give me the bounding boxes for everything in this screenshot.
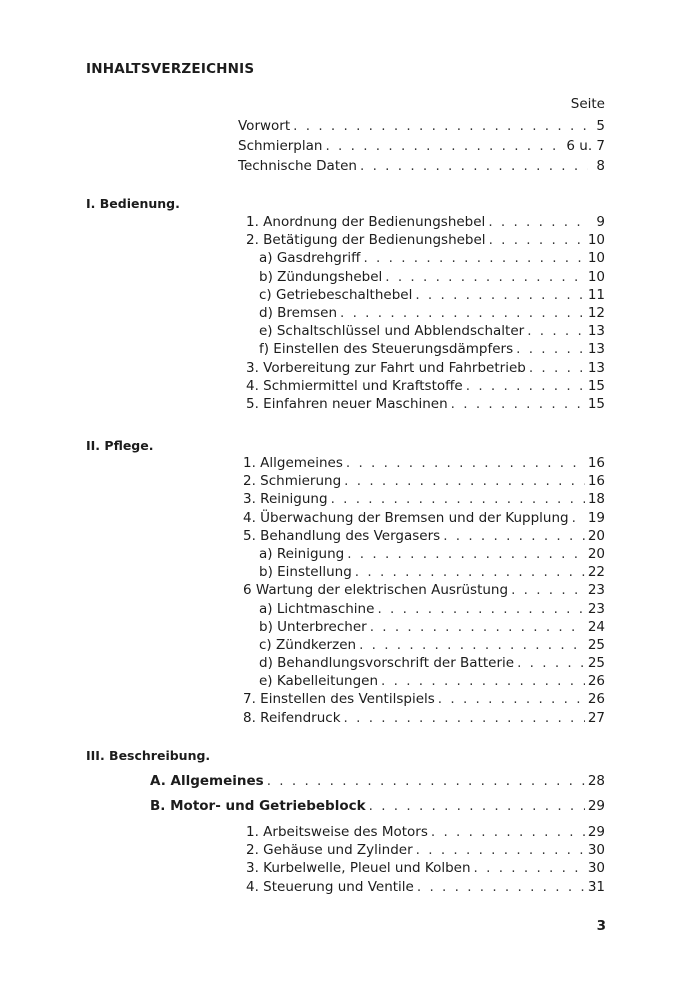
toc-entry-label: 1. Anordnung der Bedienungshebel xyxy=(246,214,486,230)
leader-dots xyxy=(381,673,585,689)
leader-dots xyxy=(417,879,585,895)
toc-entry-page: 25 xyxy=(587,636,605,653)
leader-dots xyxy=(369,798,585,814)
leader-dots xyxy=(340,305,585,321)
leader-dots xyxy=(360,158,588,174)
toc-entry-label: a) Gasdrehgriff xyxy=(259,250,361,267)
toc-entry-page: 6 u. 7 xyxy=(566,138,605,154)
toc-entry xyxy=(243,510,605,528)
toc-entry xyxy=(259,673,605,691)
toc-entry-label: 1. Arbeitsweise des Motors xyxy=(246,824,428,840)
leader-dots xyxy=(572,510,585,526)
front-matter-list xyxy=(238,118,605,178)
toc-entry-label: 1. Allgemeines xyxy=(243,455,343,471)
toc-entry-page: 25 xyxy=(587,655,605,672)
toc-entry-page: 20 xyxy=(587,545,605,562)
toc-entry-page: 30 xyxy=(587,842,605,859)
toc-entry xyxy=(259,546,605,564)
leader-dots xyxy=(529,360,585,376)
toc-entry xyxy=(259,287,605,305)
toc-entry-label: 5. Behandlung des Vergasers xyxy=(243,527,441,544)
toc-entry-label: 4. Steuerung und Ventile xyxy=(246,878,414,895)
leader-dots xyxy=(451,396,585,412)
toc-entry xyxy=(243,528,605,546)
toc-entry-page: 13 xyxy=(587,341,605,358)
toc-entry xyxy=(243,455,605,473)
toc-entry-page: 20 xyxy=(587,527,605,544)
toc-entry xyxy=(243,491,605,509)
toc-entry xyxy=(246,232,605,250)
leader-dots xyxy=(489,232,585,248)
toc-entry-label: 2. Gehäuse und Zylinder xyxy=(246,842,413,859)
leader-dots xyxy=(416,842,585,858)
toc-entry-page: 28 xyxy=(587,773,605,789)
toc-entry xyxy=(246,824,605,842)
toc-entry-label: b) Einstellung xyxy=(259,564,352,581)
toc-entry xyxy=(246,879,605,897)
toc-entry-page: 24 xyxy=(587,618,605,635)
toc-entry-label: 8. Reifendruck xyxy=(243,709,341,726)
leader-dots xyxy=(517,655,585,671)
toc-entry-page: 16 xyxy=(587,473,605,490)
toc-entry-page: 30 xyxy=(587,860,605,877)
toc-entry-label: B. Motor- und Getriebeblock xyxy=(150,798,366,814)
toc-entry xyxy=(243,473,605,491)
toc-entry-page: 18 xyxy=(587,491,605,508)
toc-entry-label: 4. Schmiermittel und Kraftstoffe xyxy=(246,377,463,394)
toc-entry-label: 5. Einfahren neuer Maschinen xyxy=(246,395,448,412)
toc-entry-label: 6 Wartung der elektrischen Ausrüstung xyxy=(243,582,509,599)
toc-entry-page: 23 xyxy=(587,582,605,599)
leader-dots xyxy=(431,824,585,840)
section-heading: II. Pflege. xyxy=(86,438,154,453)
toc-entry-label: 3. Vorbereitung zur Fahrt und Fahrbetrieb xyxy=(246,359,526,376)
leader-dots xyxy=(355,564,585,580)
toc-entry xyxy=(243,582,605,600)
leader-dots xyxy=(331,491,585,507)
toc-entry-page: 23 xyxy=(587,600,605,617)
leader-dots xyxy=(488,214,588,230)
leader-dots xyxy=(527,323,585,339)
toc-entry-label: a) Lichtmaschine xyxy=(259,600,375,617)
toc-entry xyxy=(259,655,605,673)
section-entries xyxy=(0,455,683,728)
toc-entry-label: Vorwort xyxy=(238,118,291,134)
section-heading: I. Bedienung. xyxy=(86,196,180,211)
toc-entry-page: 5 xyxy=(596,118,605,134)
toc-entry-page: 12 xyxy=(587,304,605,321)
leader-dots xyxy=(511,582,585,598)
toc-entry-page: 26 xyxy=(587,673,605,690)
toc-entry-label: Technische Daten xyxy=(238,158,357,174)
toc-entry xyxy=(259,269,605,287)
toc-entry-page: 9 xyxy=(596,214,605,230)
toc-entry-page: 8 xyxy=(596,158,605,174)
toc-entry-label: 2. Betätigung der Bedienungshebel xyxy=(246,232,486,249)
toc-entry-label: a) Reinigung xyxy=(259,545,345,562)
toc-entry xyxy=(246,860,605,878)
toc-entry-label: d) Behandlungsvorschrift der Batterie xyxy=(259,655,515,672)
leader-dots xyxy=(466,378,585,394)
toc-entry-page: 15 xyxy=(587,395,605,412)
section-entries xyxy=(0,214,683,414)
toc-entry-page: 11 xyxy=(587,286,605,303)
toc-entry-label: d) Bremsen xyxy=(259,304,337,321)
toc-entry xyxy=(259,250,605,268)
page-column-heading: Seite xyxy=(570,96,605,112)
section-entries xyxy=(0,824,683,897)
leader-dots xyxy=(438,691,585,707)
toc-entry-page: 13 xyxy=(587,359,605,376)
leader-dots xyxy=(474,860,585,876)
toc-entry-page: 22 xyxy=(587,564,605,581)
toc-entry-label: c) Zündkerzen xyxy=(259,636,357,653)
toc-entry-label: Schmierplan xyxy=(238,138,323,154)
toc-entry-label: A. Allgemeines xyxy=(150,773,264,789)
toc-entry-page: 10 xyxy=(587,232,605,249)
toc-entry-page: 27 xyxy=(587,709,605,726)
toc-entry-label: c) Getriebeschalthebel xyxy=(259,286,413,303)
toc-entry-label: 3. Reinigung xyxy=(243,491,328,508)
subsection-entries xyxy=(0,773,683,823)
toc-entry-label: b) Zündungshebel xyxy=(259,268,383,285)
toc-entry-page: 13 xyxy=(587,323,605,340)
leader-dots xyxy=(344,473,585,489)
leader-dots xyxy=(385,269,585,285)
toc-entry-page: 16 xyxy=(587,455,605,471)
toc-entry xyxy=(246,842,605,860)
toc-entry xyxy=(259,619,605,637)
toc-entry xyxy=(259,323,605,341)
leader-dots xyxy=(346,455,585,471)
leader-dots xyxy=(293,118,588,134)
toc-entry xyxy=(238,118,605,138)
toc-entry xyxy=(246,378,605,396)
leader-dots xyxy=(359,637,585,653)
toc-entry-label: e) Kabelleitungen xyxy=(259,673,379,690)
subsection-entry xyxy=(150,798,605,823)
toc-entry xyxy=(243,691,605,709)
page-number: 3 xyxy=(596,918,606,934)
toc-entry-label: 7. Einstellen des Ventilspiels xyxy=(243,691,435,708)
subsection-entry xyxy=(150,773,605,798)
toc-entry-page: 31 xyxy=(587,878,605,895)
leader-dots xyxy=(443,528,585,544)
toc-entry-page: 29 xyxy=(587,798,605,814)
leader-dots xyxy=(347,546,585,562)
section-heading: III. Beschreibung. xyxy=(86,748,211,763)
toc-entry xyxy=(259,305,605,323)
toc-entry-label: 2. Schmierung xyxy=(243,473,342,490)
toc-entry xyxy=(259,564,605,582)
leader-dots xyxy=(267,773,585,789)
leader-dots xyxy=(516,341,585,357)
toc-entry xyxy=(243,710,605,728)
toc-entry xyxy=(259,637,605,655)
toc-entry-page: 29 xyxy=(587,824,605,840)
leader-dots xyxy=(370,619,585,635)
toc-entry xyxy=(259,341,605,359)
toc-entry-page: 19 xyxy=(587,509,605,526)
page-title: INHALTSVERZEICHNIS xyxy=(86,61,255,77)
toc-entry-page: 10 xyxy=(587,250,605,267)
toc-entry-label: e) Schaltschlüssel und Abblendschalter xyxy=(259,323,525,340)
toc-entry-label: 3. Kurbelwelle, Pleuel und Kolben xyxy=(246,860,471,877)
toc-entry-label: f) Einstellen des Steuerungsdämpfers xyxy=(259,341,514,358)
toc-entry xyxy=(238,138,605,158)
toc-entry-page: 15 xyxy=(587,377,605,394)
leader-dots xyxy=(415,287,584,303)
leader-dots xyxy=(344,710,585,726)
leader-dots xyxy=(325,138,563,154)
leader-dots xyxy=(363,250,584,266)
toc-entry xyxy=(246,214,605,232)
toc-entry-label: b) Unterbrecher xyxy=(259,618,367,635)
toc-entry-label: 4. Überwachung der Bremsen und der Kupplung xyxy=(243,509,569,526)
toc-entry-page: 10 xyxy=(587,268,605,285)
toc-entry xyxy=(246,396,605,414)
toc-entry xyxy=(259,601,605,619)
toc-entry-page: 26 xyxy=(587,691,605,708)
toc-entry xyxy=(246,360,605,378)
toc-entry xyxy=(238,158,605,178)
leader-dots xyxy=(377,601,584,617)
